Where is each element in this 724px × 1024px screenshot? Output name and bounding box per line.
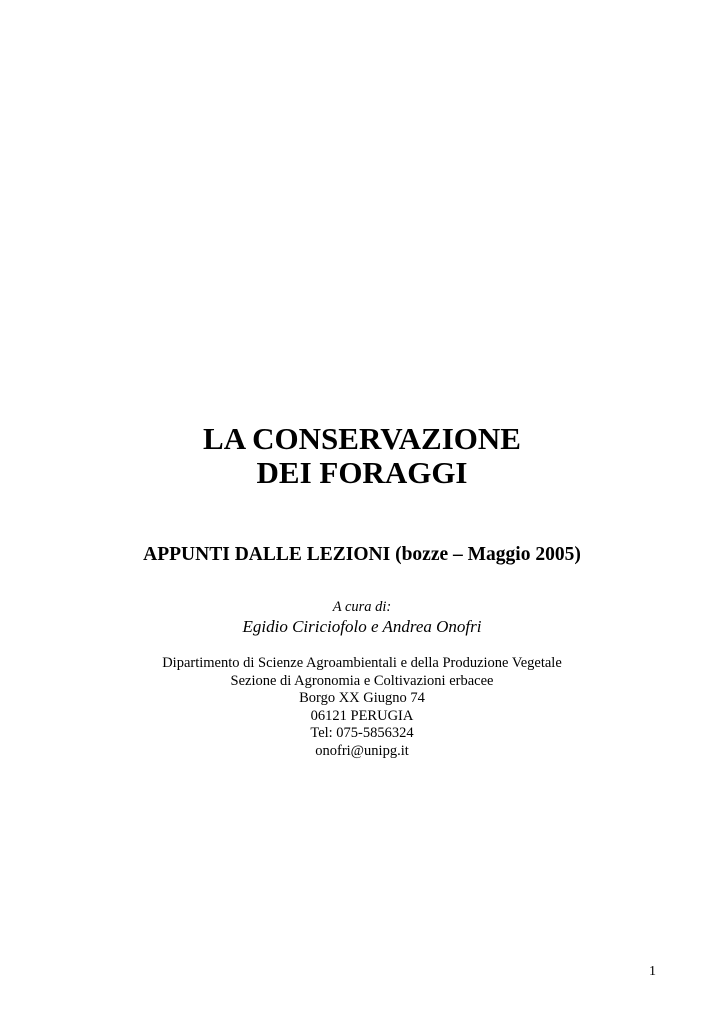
address-block <box>0 655 724 760</box>
document-subtitle: APPUNTI DALLE LEZIONI (bozze – Maggio 2005) <box>143 544 581 565</box>
address-section: Sezione di Agronomia e Coltivazioni erbacee <box>230 672 494 689</box>
address-street: Borgo XX Giugno 74 <box>299 690 425 706</box>
page-number: 1 <box>649 964 656 979</box>
document-title <box>0 422 724 490</box>
address-phone: Tel: 075-5856324 <box>310 725 414 741</box>
address-email: onofri@unipg.it <box>315 742 409 759</box>
title-line-2: DEI FORAGGI <box>256 455 468 490</box>
address-city: 06121 PERUGIA <box>310 707 414 724</box>
editors-names: Egidio Ciriciofolo e Andrea Onofri <box>242 617 482 636</box>
address-department: Dipartimento di Scienze Agroambientali e della Produzione Vegetale <box>162 655 562 671</box>
editors-label: A cura di: <box>332 599 392 615</box>
title-line-1: LA CONSERVAZIONE <box>203 421 521 456</box>
